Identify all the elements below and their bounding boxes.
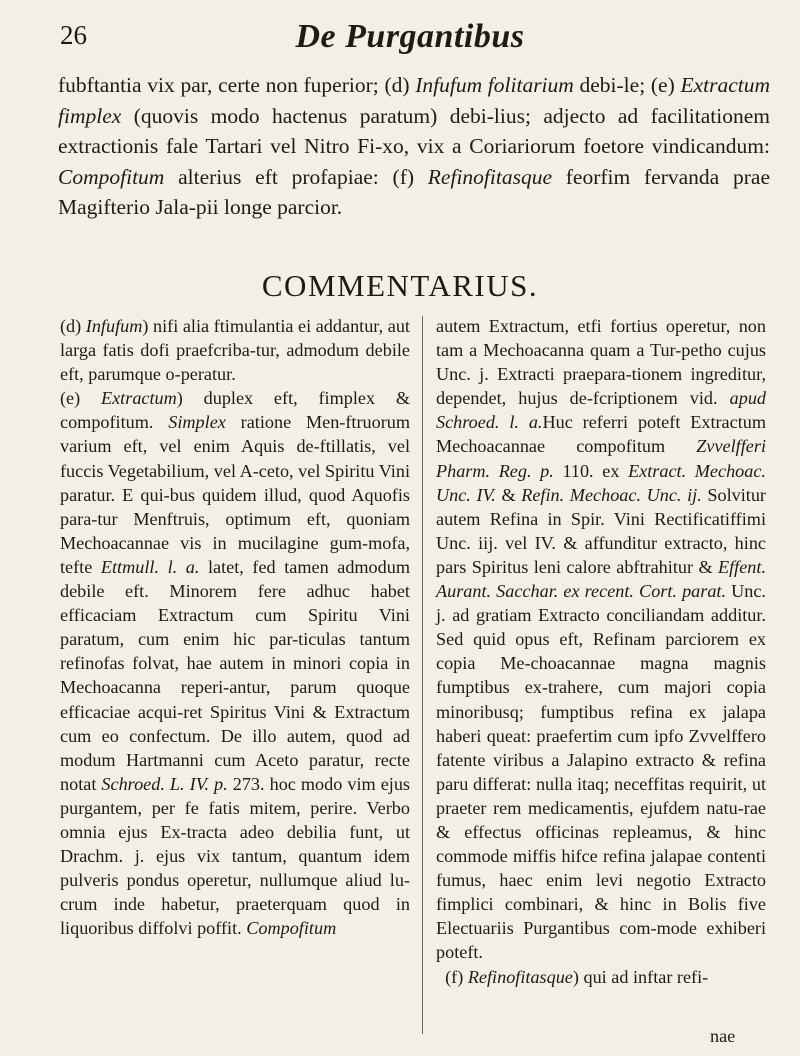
note-citation: apud Schroed. l. a. bbox=[436, 388, 766, 433]
note-citation: Effent. Aurant. Sacchar. ex recent. Cort. parat. bbox=[436, 556, 766, 602]
note-emphasis: Compofitum bbox=[246, 918, 337, 939]
commentary-note-d bbox=[60, 314, 410, 386]
left-column bbox=[60, 314, 410, 940]
note-marker: (f) bbox=[445, 966, 468, 987]
note-text: autem Extractum, etfi fortius operetur, non tam a Mechoacanna quam a Tur-petho cujus Unc. j. Extracti praepara-tionem ingreditur, dependet, hujus de-fcriptionem vid. bbox=[436, 316, 766, 409]
catchword: nae bbox=[710, 1026, 736, 1046]
intro-text: (quovis modo hactenus paratum) debi-lius; adjecto ad facilitationem extractionis fale Tartari vel Nitro Fi-xo, vix a Coriariorum foetore vindicandum: bbox=[58, 103, 770, 158]
note-text: 273. hoc modo vim ejus purgantem, per fe fatis mitem, perire. Verbo omnia ejus Ex-tracta adeo debilia funt, ut Drachm. j. ejus vix tantum, quantum idem pulveris pondus operetur, nullumque aliud lu-crum inde habetur, praeterquam quod in liquoribus diffolvi poffit. bbox=[60, 773, 411, 939]
intro-text: debi-le; (e) bbox=[573, 73, 681, 97]
note-citation: Ettmull. l. a. bbox=[100, 556, 200, 577]
intro-text: fubftantia vix par, certe non fuperior; bbox=[58, 73, 385, 97]
column-divider bbox=[422, 316, 423, 1034]
note-text: ) duplex eft, fimplex & compofitum. bbox=[60, 388, 410, 433]
section-heading: COMMENTARIUS. bbox=[261, 268, 539, 303]
page-header bbox=[60, 18, 760, 68]
note-keyword: Infufum bbox=[85, 316, 143, 336]
note-text: & bbox=[495, 484, 522, 505]
intro-emphasis: Compofitum bbox=[58, 164, 165, 189]
page-number: 26 bbox=[60, 20, 87, 50]
note-text: ) nifi alia ftimulantia ei addantur, aut larga fatis dofi praefcriba-tur, admodum debile eft, parumque o-peratur. bbox=[60, 316, 410, 385]
note-citation: Zvvelfferi Pharm. Reg. p. bbox=[436, 436, 766, 481]
note-text: Unc. j. ad gratiam Extracto conciliandam additur. Sed quid opus eft, Refinam parciorem ex copia Me-choacannae magna magnis fumptibus ex-trahere, cum majori copia minoribusq; fumptibus refina ex jalapa haberi queat: praefertim cum ipfo Zvvelffero fatente viribus a Jalapino extracto & refina paru differat: nulla itaq; neceffitas requirit, ut praeter rem medicamentis, ejufdem natu-rae & effectus officinas repleamus, & hinc commode miffis hifce refina jalapae contenti fumus, haec enim levi negotio Extracto fimplici combinari, & hinc in Bolis five Electuariis Purgantibus com-mode exhiberi poteft. bbox=[436, 581, 766, 963]
note-marker: (d) bbox=[60, 316, 86, 336]
intro-text: feorfim fervanda prae Magifterio Jala-pii longe parcior. bbox=[58, 164, 770, 219]
note-citation: Refin. Mechoac. Unc. ij. bbox=[521, 484, 702, 505]
intro-emphasis: Refinofitasque bbox=[427, 164, 552, 189]
note-marker: (e) bbox=[60, 388, 101, 409]
note-emphasis: Simplex bbox=[168, 412, 226, 433]
commentary-note-f bbox=[436, 965, 766, 989]
intro-text: alterius eft profapiae: (f) bbox=[164, 164, 428, 189]
note-text: Huc referri poteft Extractum Mechoacannae compofitum bbox=[436, 412, 766, 457]
note-text: 110. ex bbox=[553, 460, 629, 481]
right-column bbox=[436, 314, 766, 989]
note-text: ) qui ad inftar refi- bbox=[572, 966, 709, 987]
note-keyword: Refinofitasque bbox=[467, 966, 573, 987]
commentary-note-e bbox=[60, 386, 410, 940]
note-text: ratione Men-ftruorum varium eft, vel enim Aquis de-ftillatis, vel fuccis Vegetabilium, vel A-ceto, vel Spiritu Vini paratur. E qui-bus quidem illud, quod Aquofis para-tur Menftruis, optimum eft, quoniam Mechoacannae vis in mucilagine gum-mofa, tefte bbox=[60, 412, 410, 577]
intro-paragraph bbox=[58, 70, 770, 223]
note-text: Solvitur autem Refina in Spir. Vini Rectificatiffimi Unc. iij. vel IV. & affunditur extracto, hinc pars Spiritus leni calore abftrahitur & bbox=[436, 484, 766, 577]
commentary-note-e-continued bbox=[436, 314, 766, 965]
note-keyword: Extractum bbox=[101, 388, 177, 409]
running-title: De Purgantibus bbox=[295, 18, 525, 55]
note-citation: Extract. Mechoac. Unc. IV. bbox=[436, 460, 766, 505]
note-text: latet, fed tamen admodum debile eft. Minorem fere adhuc habet efficaciam Extractum cum Spiritu Vini paratum, cum enim hic par-ticulas tantum refinofas folvat, hae autem in minori copia in Mechoacanna reperi-antur, parum quoque efficaciae acqui-ret Spiritus Vini & Extractum cum eo confectum. De illo autem, quod ad modum Hartmanni cum Aceto paratur, recte notat bbox=[60, 556, 410, 794]
intro-emphasis: Extractum fimplex bbox=[58, 73, 770, 128]
intro-ref: (d) bbox=[384, 73, 416, 97]
note-citation: Schroed. L. IV. p. bbox=[101, 773, 228, 794]
intro-emphasis: Infufum folitarium bbox=[415, 73, 574, 97]
